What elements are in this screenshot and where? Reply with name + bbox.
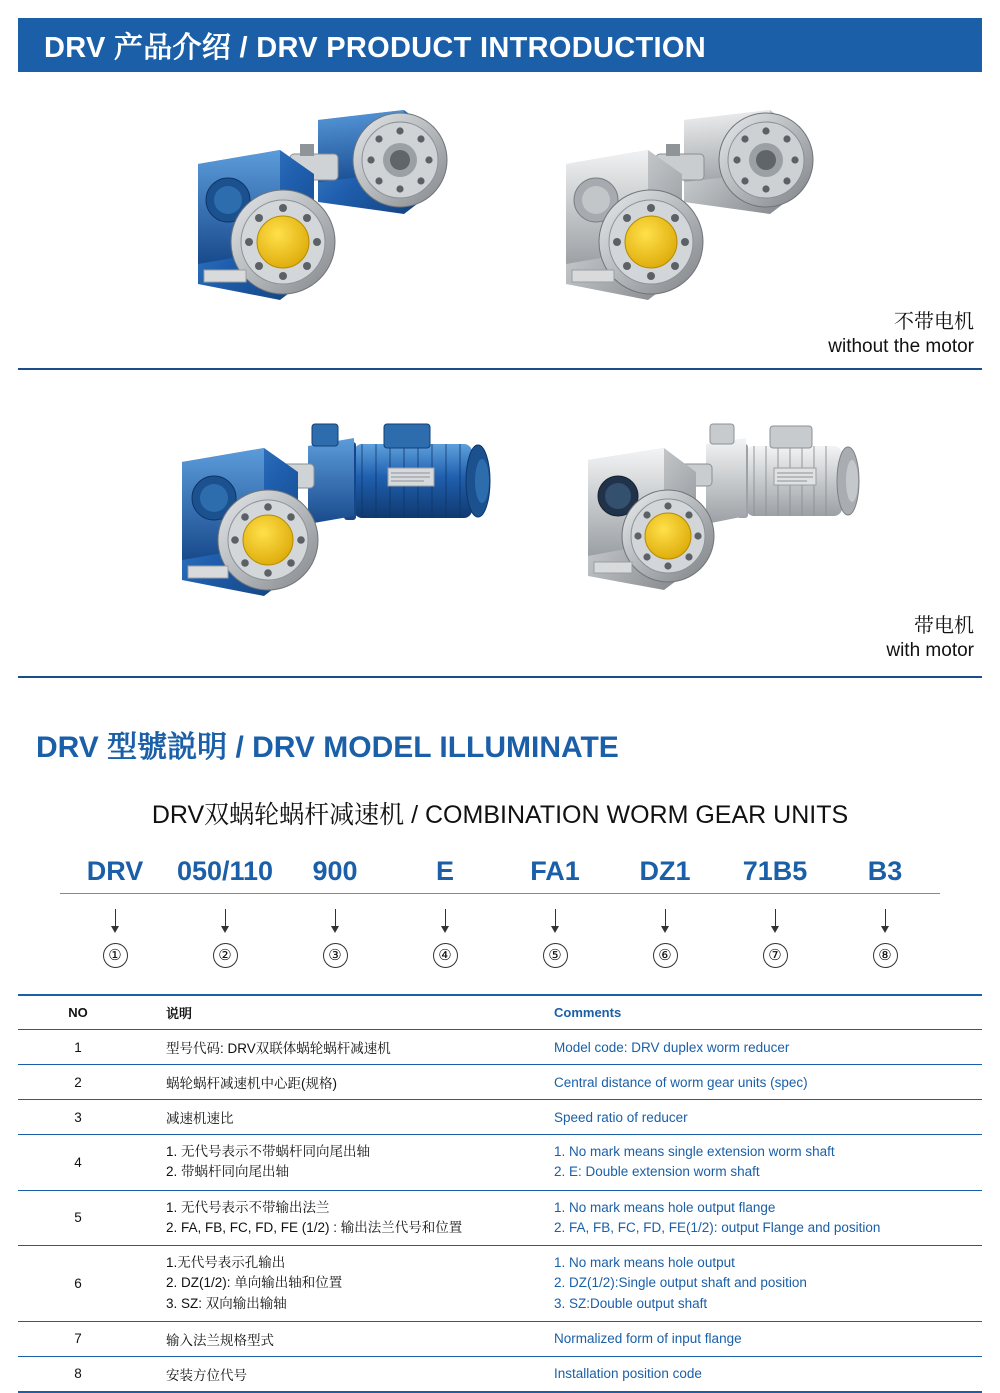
row-cn-line: 减速机速比 [166,1111,234,1126]
row-cn-line: 2. DZ(1/2): 单向输出轴和位置 [166,1275,343,1291]
row-cn [138,1135,542,1191]
model-section-subtitle: DRV双蜗轮蜗杆减速机 / COMBINATION WORM GEAR UNITS [151,801,849,829]
row-cn [138,1246,542,1322]
marker-cell-3 [280,943,390,968]
caption-with-motor [886,614,974,663]
code-rule-line [60,893,940,894]
table-row [18,1030,982,1065]
model-code-cell-4: E [435,856,454,886]
table-foot [18,1356,982,1392]
circled-number-8: ⑧ [873,943,898,968]
row-en-line: 1. No mark means hole output flange [554,1199,776,1215]
row-cn [138,1030,542,1065]
circled-number-1: ① [103,943,128,968]
row-en [542,1030,982,1065]
page-header-banner [18,18,982,72]
table-header-cn: 说明 [138,995,542,1030]
table-body [18,1030,982,1357]
down-arrow-icon [445,909,446,927]
blue-gearbox-pair-image [168,102,468,332]
blue-gearbox-with-motor-image [158,406,508,616]
model-code-cell-7: 71B5 [742,856,808,886]
circled-number-4: ④ [433,943,458,968]
model-code-row [60,845,940,887]
row-en-line: 3. SZ:Double output shaft [554,1295,708,1311]
down-arrow-icon [775,909,776,927]
row-cn [138,1065,542,1100]
row-en [542,1135,982,1191]
silver-gearbox-with-motor-image [578,412,878,612]
model-code-cell-2: 050/110 [176,856,274,886]
caption-with-motor-en: with motor [886,640,974,661]
row-no: 2 [18,1065,138,1100]
arrow-cell-1 [60,909,170,935]
circled-number-3: ③ [323,943,348,968]
row-cn-line: 2. FA, FB, FC, FD, FE (1/2) : 输出法兰代号和位置 [166,1219,463,1235]
row-no: 8 [18,1356,138,1392]
arrow-cell-2 [170,909,280,935]
row-cn [138,1356,542,1392]
row-en-line: 1. No mark means hole output [554,1255,735,1270]
row-en-line: 1. No mark means single extension worm shaft [554,1144,835,1159]
table-row [18,1065,982,1100]
code-arrow-row [60,909,940,935]
table-row [18,1321,982,1356]
row-cn-line: 2. 带蜗杆同向尾出轴 [166,1164,290,1180]
arrow-cell-6 [610,909,720,935]
row-en [542,1246,982,1322]
product-photo-row-with-motor [18,378,982,678]
table-row [18,1246,982,1322]
arrow-cell-8 [830,909,940,935]
row-en-line: Model code: DRV duplex worm reducer [554,1039,790,1055]
table-head [18,995,982,1030]
row-cn [138,1100,542,1135]
row-cn [138,1321,542,1356]
row-en-line: 2. FA, FB, FC, FD, FE(1/2): output Flange and position [554,1219,881,1235]
marker-cell-5 [500,943,610,968]
circled-number-7: ⑦ [763,943,788,968]
model-code-cell-3: 900 [312,856,358,886]
caption-with-motor-cn: 带电机 [914,615,974,637]
row-cn-line: 蜗轮蜗杆减速机中心距(规格) [166,1076,337,1091]
row-en-line: 2. DZ(1/2):Single output shaft and position [554,1275,807,1291]
arrow-cell-7 [720,909,830,935]
table-header-no: NO [18,995,138,1030]
row-en-line: Speed ratio of reducer [554,1109,688,1125]
row-en-line: Normalized form of input flange [554,1331,742,1347]
row-cn-line: 1.无代号表示孔输出 [166,1255,286,1270]
caption-without-motor-en: without the motor [828,336,974,357]
row-cn-line: 安装方位代号 [166,1367,247,1383]
model-section-title: DRV 型號説明 / DRV MODEL ILLUMINATE [36,731,619,764]
row-no: 5 [18,1190,138,1246]
row-cn-line: 型号代码: DRV双联体蜗轮蜗杆减速机 [166,1041,391,1056]
row-cn [138,1190,542,1246]
row-en [542,1100,982,1135]
circled-number-6: ⑥ [653,943,678,968]
table-header-row [18,995,982,1030]
marker-cell-6 [610,943,720,968]
model-code-cell-5: FA1 [530,856,580,886]
table-header-en: Comments [542,995,982,1030]
circled-number-2: ② [213,943,238,968]
caption-without-motor-cn: 不带电机 [894,311,974,333]
table-row [18,1190,982,1246]
table-row [18,1100,982,1135]
code-separator-rule [60,887,940,909]
down-arrow-icon [335,909,336,927]
row-no: 6 [18,1246,138,1322]
marker-cell-2 [170,943,280,968]
code-marker-row [60,935,940,975]
caption-without-motor [828,310,974,359]
table-row [18,1135,982,1191]
model-code-legend-table [18,994,982,1393]
row-en [542,1321,982,1356]
row-cn-line: 1. 无代号表示不带蜗杆同向尾出轴 [166,1144,371,1159]
row-no: 7 [18,1321,138,1356]
marker-cell-8 [830,943,940,968]
row-en-line: Central distance of worm gear units (spec) [554,1074,808,1090]
row-en [542,1065,982,1100]
page-title: DRV 产品介绍 / DRV PRODUCT INTRODUCTION [44,31,706,64]
down-arrow-icon [115,909,116,927]
table-row [18,1356,982,1392]
marker-cell-4 [390,943,500,968]
silver-gearbox-pair-image [538,104,838,329]
arrow-cell-5 [500,909,610,935]
row-cn-line: 1. 无代号表示不带输出法兰 [166,1199,330,1215]
row-en [542,1356,982,1392]
marker-cell-1 [60,943,170,968]
row-no: 3 [18,1100,138,1135]
product-photo-row-without-motor [18,82,982,370]
row-en-line: Installation position code [554,1366,702,1382]
row-cn-line: 3. SZ: 双向输出输轴 [166,1295,287,1311]
row-no: 1 [18,1030,138,1065]
circled-number-5: ⑤ [543,943,568,968]
model-code-cell-1: DRV [86,856,144,886]
row-en [542,1190,982,1246]
arrow-cell-3 [280,909,390,935]
model-code-breakdown [60,845,940,980]
marker-cell-7 [720,943,830,968]
model-code-cell-8: B3 [867,856,903,886]
down-arrow-icon [225,909,226,927]
row-en-line: 2. E: Double extension worm shaft [554,1164,760,1180]
down-arrow-icon [555,909,556,927]
row-no: 4 [18,1135,138,1191]
down-arrow-icon [885,909,886,927]
down-arrow-icon [665,909,666,927]
arrow-cell-4 [390,909,500,935]
model-code-cell-6: DZ1 [639,856,691,886]
row-cn-line: 输入法兰规格型式 [166,1332,274,1348]
